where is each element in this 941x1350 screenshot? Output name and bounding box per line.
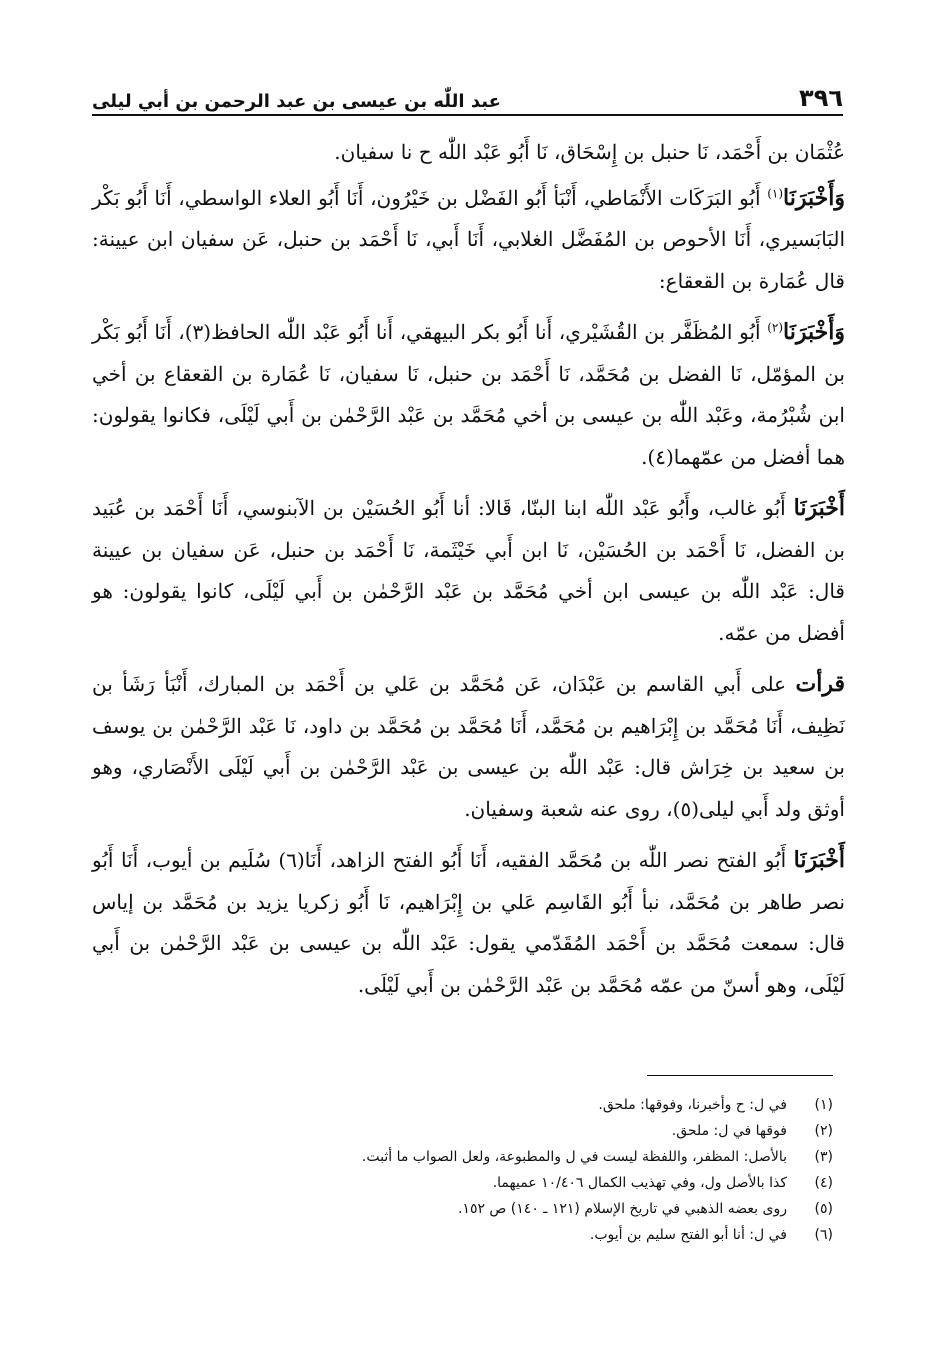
paragraph <box>92 178 845 303</box>
footnote <box>120 1118 833 1144</box>
running-header <box>92 72 843 112</box>
paragraph <box>92 840 845 1006</box>
footnote <box>120 1092 833 1118</box>
paragraph-text: أَبُو البَرَكَات الأَنْمَاطي، أَنْبَأ أَبُو الفَضْل بن خَيْرُون، أَنَا أَبُو العلاء الواسطي، أَنَا أَبُو بَكْر البَابَسيري، أَنَا الأحوص بن المُفَضَّل الغلابي، أَنَا أَبي، نَا أَحْمَد بن حنبل، عَن سفيان ابن عيينة: قال عُمَارة بن القعقاع: <box>92 185 845 293</box>
paragraph <box>92 664 845 830</box>
paragraph-text: أَبُو الفتح نصر اللّٰه بن مُحَمَّد الفقيه، أَنَا أَبُو الفتح الزاهد، أَنَا(٦) سُلَيم بن أيوب، أَنَا أَبُو نصر طاهر بن مُحَمَّد، نبأ أَبُو القَاسِم عَلي بن إِبْرَاهيم، نَا أَبُو زكريا يزيد بن مُحَمَّد بن إياس قال: سمعت مُحَمَّد بن أَحْمَد المُقَدّمي يقول: عَبْد اللّٰه بن عيسى بن عَبْد الرَّحْمٰن بن أَبي لَيْلَى، وهو أسنّ من عمّه مُحَمَّد بن عَبْد الرَّحْمٰن بن أَبي لَيْلَى. <box>92 848 845 997</box>
main-text <box>92 132 845 1016</box>
footnote <box>120 1144 833 1170</box>
footnote-text: في ل: ح وأخبرنا، وفوقها: ملحق. <box>598 1097 787 1113</box>
paragraph-text: عُثْمَان بن أَحْمَد، نَا حنبل بن إِسْحَاق، نَا أَبُو عَبْد اللّٰه ح نا سفيان. <box>334 140 845 164</box>
page-number: ٣٩٦ <box>799 84 843 112</box>
footnote-text: فوقها في ل: ملحق. <box>671 1123 787 1139</box>
paragraph <box>92 488 845 654</box>
footnote-number: (٣) <box>814 1149 833 1165</box>
footnote-text: بالأصل: المظفر، واللفظة ليست في ل والمطبوعة، ولعل الصواب ما أثبت. <box>361 1149 787 1165</box>
paragraph <box>92 312 845 478</box>
footnote-rule <box>647 1075 833 1076</box>
footnote-number: (١) <box>814 1097 833 1113</box>
paragraph-lead: وَأَخْبَرَنَا <box>783 184 845 211</box>
header-rule <box>92 114 843 116</box>
footnote-number: (٦) <box>814 1227 833 1243</box>
paragraph-lead: قرأت <box>795 671 845 697</box>
footnote <box>120 1196 833 1222</box>
footnote-number: (٢) <box>814 1123 833 1139</box>
running-title: عبد اللّٰه بن عيسى بن عبد الرحمن بن أبي ليلى <box>92 91 501 112</box>
paragraph-lead: أَخْبَرَنَا <box>793 847 845 873</box>
footnote-number: (٤) <box>814 1175 833 1191</box>
footnote-text: كذا بالأصل ول، وفي تهذيب الكمال ١٠/٤٠٦ عميهما. <box>492 1175 787 1191</box>
paragraph <box>92 132 845 174</box>
footnote-number: (٥) <box>814 1201 833 1217</box>
footnote-text: في ل: أنا أبو الفتح سليم بن أيوب. <box>589 1227 787 1243</box>
footnote <box>120 1170 833 1196</box>
paragraph-text: أَبُو غالب، وأَبُو عَبْد اللّٰه ابنا البنّا، قَالا: أنا أَبُو الحُسَيْن بن الآبنوسي، أَنَا أَحْمَد بن عُبَيد بن الفضل، نَا أَحْمَد بن الحُسَيْن، نَا ابن أَبي خَيْثَمة، نَا أَحْمَد بن حنبل، عَن سفيان بن عيينة قال: عَبْد اللّٰه بن عيسى ابن أخي مُحَمَّد بن عَبْد الرَّحْمٰن بن أَبي لَيْلَى، كانوا يقولون: هو أفضل من عمّه. <box>92 496 845 645</box>
paragraph-text: أَبُو المُظَفَّر بن القُشَيْري، أَنا أَبُو بكر البيهقي، أَنا أَبُو عَبْد اللّٰه الحافظ(٣)، أَنَا أَبُو بَكْر بن المؤمّل، نَا الفضل بن مُحَمَّد، نَا أَحْمَد بن حنبل، نَا سفيان، نَا عُمَارة بن القعقاع بن أخي ابن شُبْرُمة، وعَبْد اللّٰه بن عيسى بن أخي مُحَمَّد بن عَبْد الرَّحْمٰن بن أَبي لَيْلَى، فكانوا يقولون: هما أفضل من عمّهما(٤). <box>92 320 845 469</box>
footnote-text: روى بعضه الذهبي في تاريخ الإسلام (١٢١ ـ ١٤٠) ص ١٥٢. <box>457 1201 787 1217</box>
footnote-ref: (٢) <box>767 320 784 335</box>
paragraph-text: على أَبي القاسم بن عَبْدَان، عَن مُحَمَّد بن عَلي بن أَحْمَد بن المبارك، أَنْبَأ رَشَأ بن نَظِيف، أَنَا مُحَمَّد بن إِبْرَاهيم بن مُحَمَّد، أَنَا مُحَمَّد بن مُحَمَّد بن داود، نَا عَبْد الرَّحْمٰن بن يوسف بن سعيد بن خِرَاش قال: عَبْد اللّٰه بن عيسى بن عَبْد الرَّحْمٰن بن أَبي لَيْلَى الأَنْصَاري، وهو أوثق ولد أَبي ليلى(٥)، روى عنه شعبة وسفيان. <box>92 672 845 821</box>
paragraph-lead: أَخْبَرَنَا <box>793 495 845 521</box>
footnotes <box>120 1092 833 1248</box>
footnote-ref: (١) <box>767 185 784 200</box>
paragraph-lead: وَأَخْبَرَنَا <box>783 319 845 345</box>
footnote <box>120 1222 833 1248</box>
